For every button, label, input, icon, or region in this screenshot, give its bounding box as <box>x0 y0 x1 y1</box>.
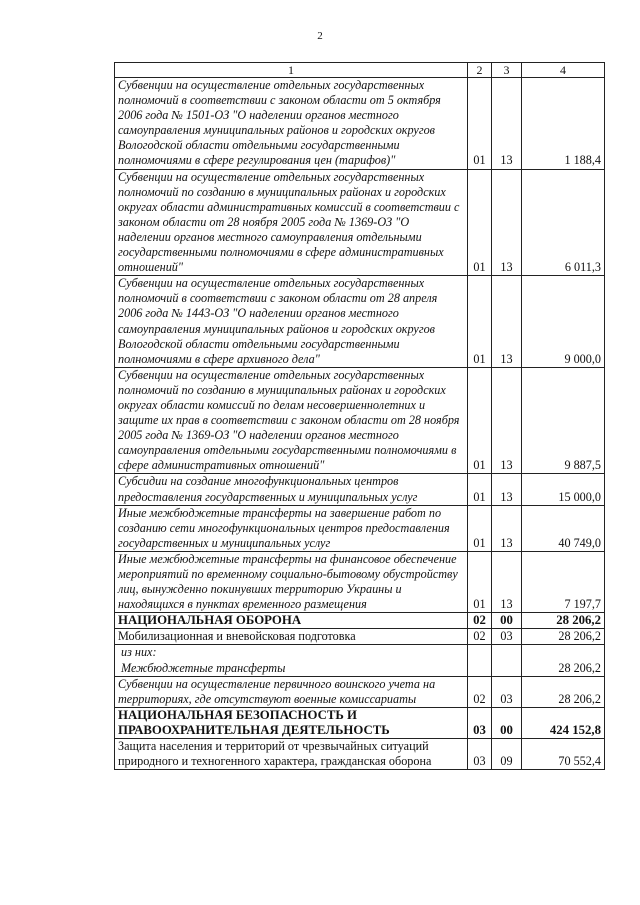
row-description: Иные межбюджетные трансферты на финансовое обеспечение мероприятий по временному социально-бытовому обустройству лиц, вынужденно покинувших территорию Украины и находящихся в пунктах временного размещения <box>115 551 468 612</box>
row-description: Иные межбюджетные трансферты на завершение работ по созданию сети многофункциональных центров предоставления государственных и муниципальных услуг <box>115 505 468 551</box>
row-subsection: 03 <box>492 629 522 645</box>
row-subsection <box>492 645 522 676</box>
row-description <box>115 645 468 676</box>
row-amount: 28 206,2 <box>522 629 605 645</box>
table-row <box>115 739 605 770</box>
table-row <box>115 367 605 474</box>
row-amount: 70 552,4 <box>522 739 605 770</box>
table-header-row <box>115 63 605 78</box>
row-section: 01 <box>468 505 492 551</box>
row-subsection: 09 <box>492 739 522 770</box>
row-subsection: 13 <box>492 169 522 276</box>
row-amount: 424 152,8 <box>522 707 605 738</box>
row-description: Субвенции на осуществление отдельных государственных полномочий по созданию в муниципальных районах и городских округах области административных комиссий в соответствии с законом области от 28 ноября 2005 года № 1369-ОЗ "О наделении органов местного самоуправления отдельными государственными полномочиями в сфере административных отношений" <box>115 169 468 276</box>
row-amount: 9 887,5 <box>522 367 605 474</box>
row-section: 01 <box>468 367 492 474</box>
row-section: 01 <box>468 169 492 276</box>
row-subsection: 13 <box>492 551 522 612</box>
header-col-4: 4 <box>522 63 605 78</box>
row-section: 01 <box>468 551 492 612</box>
row-subsection: 13 <box>492 474 522 505</box>
row-description: Субвенции на осуществление отдельных государственных полномочий по созданию в муниципальных районах и городских округах области комиссий по делам несовершеннолетних и защите их прав в соответствии с законом области от 28 ноября 2005 года № 1369-ОЗ "О наделении органов местного самоуправления отдельными государственными полномочиями в сфере административных отношений" <box>115 367 468 474</box>
row-description: Субвенции на осуществление отдельных государственных полномочий в соответствии с законом области от 5 октября 2006 года № 1501-ОЗ "О наделении органов местного самоуправления муниципальных районов и городских округов Вологодской области отдельными государственными полномочиями в сфере регулирования цен (тарифов)" <box>115 78 468 170</box>
row-section: 01 <box>468 474 492 505</box>
row-subsection: 13 <box>492 276 522 368</box>
row-description: Субвенции на осуществление отдельных государственных полномочий в соответствии с законом области от 28 апреля 2006 года № 1443-ОЗ "О наделении органов местного самоуправления муниципальных районов и городских округов Вологодской области отдельными государственными полномочиями в сфере архивного дела" <box>115 276 468 368</box>
table-row <box>115 629 605 645</box>
table-row <box>115 169 605 276</box>
row-amount: 28 206,2 <box>522 613 605 629</box>
row-section: 03 <box>468 707 492 738</box>
row-subsection: 00 <box>492 707 522 738</box>
row-section: 02 <box>468 629 492 645</box>
row-subsection: 00 <box>492 613 522 629</box>
section-row-national-security <box>115 707 605 738</box>
row-subsection: 03 <box>492 676 522 707</box>
interbudget-transfers-label: Межбюджетные трансферты <box>121 660 286 675</box>
header-col-3: 3 <box>492 63 522 78</box>
table-row <box>115 276 605 368</box>
section-row-national-defense <box>115 613 605 629</box>
header-col-2: 2 <box>468 63 492 78</box>
row-description: НАЦИОНАЛЬНАЯ ОБОРОНА <box>115 613 468 629</box>
row-amount: 40 749,0 <box>522 505 605 551</box>
row-amount: 28 206,2 <box>522 645 605 676</box>
row-section: 02 <box>468 676 492 707</box>
row-subsection: 13 <box>492 78 522 170</box>
row-amount: 7 197,7 <box>522 551 605 612</box>
row-section: 02 <box>468 613 492 629</box>
row-section: 01 <box>468 78 492 170</box>
header-col-1: 1 <box>115 63 468 78</box>
row-section: 03 <box>468 739 492 770</box>
budget-table <box>114 62 605 770</box>
table-row <box>115 676 605 707</box>
row-description: Защита населения и территорий от чрезвычайных ситуаций природного и техногенного характера, гражданская оборона <box>115 739 468 770</box>
page-number: 2 <box>317 30 323 42</box>
row-section: 01 <box>468 276 492 368</box>
table-row <box>115 78 605 170</box>
row-description: Субсидии на создание многофункциональных центров предоставления государственных и муниципальных услуг <box>115 474 468 505</box>
row-section <box>468 645 492 676</box>
row-subsection: 13 <box>492 505 522 551</box>
of-them-label: из них: <box>121 645 157 660</box>
row-subsection: 13 <box>492 367 522 474</box>
table-row <box>115 474 605 505</box>
table-row <box>115 645 605 676</box>
row-description: Субвенции на осуществление первичного воинского учета на территориях, где отсутствуют военные комиссариаты <box>115 676 468 707</box>
row-description: Мобилизационная и вневойсковая подготовка <box>115 629 468 645</box>
row-amount: 28 206,2 <box>522 676 605 707</box>
table-row <box>115 505 605 551</box>
row-amount: 9 000,0 <box>522 276 605 368</box>
row-amount: 6 011,3 <box>522 169 605 276</box>
table-row <box>115 551 605 612</box>
row-amount: 15 000,0 <box>522 474 605 505</box>
row-amount: 1 188,4 <box>522 78 605 170</box>
row-description: НАЦИОНАЛЬНАЯ БЕЗОПАСНОСТЬ И ПРАВООХРАНИТЕЛЬНАЯ ДЕЯТЕЛЬНОСТЬ <box>115 707 468 738</box>
